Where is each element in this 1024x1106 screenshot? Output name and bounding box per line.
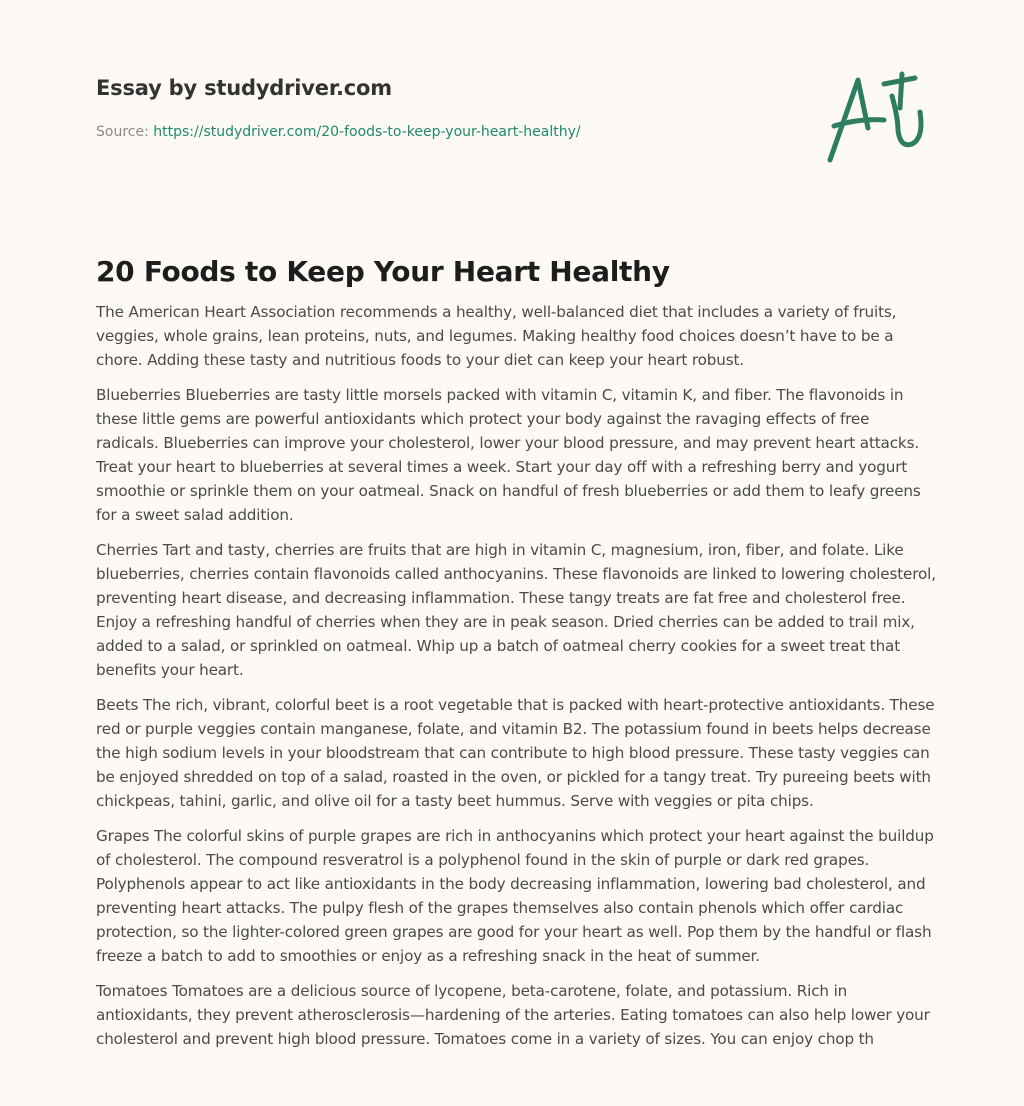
brand-title: Essay by studydriver.com <box>96 76 392 100</box>
page-header <box>0 0 1024 200</box>
a-plus-grade-icon <box>820 68 930 168</box>
source-link[interactable]: https://studydriver.com/20-foods-to-keep-your-heart-healthy/ <box>153 124 581 140</box>
paragraph-tomatoes: Tomatoes Tomatoes are a delicious source of lycopene, beta-carotene, folate, and potassium. Rich in antioxidants, they prevent atherosclerosis—hardening of the arteries. Eating tomatoes can also help lower your cholesterol and prevent high blood pressure. Tomatoes come in a variety of sizes. You can enjoy chop th <box>96 982 930 1048</box>
paragraph-intro: The American Heart Association recommends a healthy, well-balanced diet that includes a variety of fruits, veggies, whole grains, lean proteins, nuts, and legumes. Making healthy food choices doesn’t have to be a chore. Adding these tasty and nutritious foods to your diet can keep your heart robust. <box>96 303 897 369</box>
source-label: Source: <box>96 124 154 140</box>
article-body <box>96 300 936 1062</box>
article-title: 20 Foods to Keep Your Heart Healthy <box>96 255 670 288</box>
paragraph-cherries: Cherries Tart and tasty, cherries are fruits that are high in vitamin C, magnesium, iron, fiber, and folate. Like blueberries, cherries contain flavonoids called anthocyanins. These flavonoids are linked to lowering cholesterol, preventing heart disease, and decreasing inflammation. These tangy treats are fat free and cholesterol free. Enjoy a refreshing handful of cherries when they are in peak season. Dried cherries can be added to trail mix, added to a salad, or sprinkled on oatmeal. Whip up a batch of oatmeal cherry cookies for a sweet treat that benefits your heart. <box>96 541 936 679</box>
paragraph-grapes: Grapes The colorful skins of purple grapes are rich in anthocyanins which protect your heart against the buildup of cholesterol. The compound resveratrol is a polyphenol found in the skin of purple or dark red grapes. Polyphenols appear to act like antioxidants in the body decreasing inflammation, lowering bad cholesterol, and preventing heart attacks. The pulpy flesh of the grapes themselves also contain phenols which offer cardiac protection, so the lighter-colored green grapes are good for your heart as well. Pop them by the handful or flash freeze a batch to add to smoothies or enjoy as a refreshing snack in the heat of summer. <box>96 827 934 965</box>
paragraph-blueberries: Blueberries Blueberries are tasty little morsels packed with vitamin C, vitamin K, and fiber. The flavonoids in these little gems are powerful antioxidants which protect your body against the ravaging effects of free radicals. Blueberries can improve your cholesterol, lower your blood pressure, and may prevent heart attacks. Treat your heart to blueberries at several times a week. Start your day off with a refreshing berry and yogurt smoothie or sprinkle them on your oatmeal. Snack on handful of fresh blueberries or add them to leafy greens for a sweet salad addition. <box>96 386 921 524</box>
paragraph-beets: Beets The rich, vibrant, colorful beet is a root vegetable that is packed with heart-protective antioxidants. These red or purple veggies contain manganese, folate, and vitamin B2. The potassium found in beets helps decrease the high sodium levels in your bloodstream that can contribute to high blood pressure. These tasty veggies can be enjoyed shredded on top of a salad, roasted in the oven, or pickled for a tangy treat. Try pureeing beets with chickpeas, tahini, garlic, and olive oil for a tasty beet hummus. Serve with veggies or pita chips. <box>96 696 935 810</box>
source-line <box>96 124 581 140</box>
